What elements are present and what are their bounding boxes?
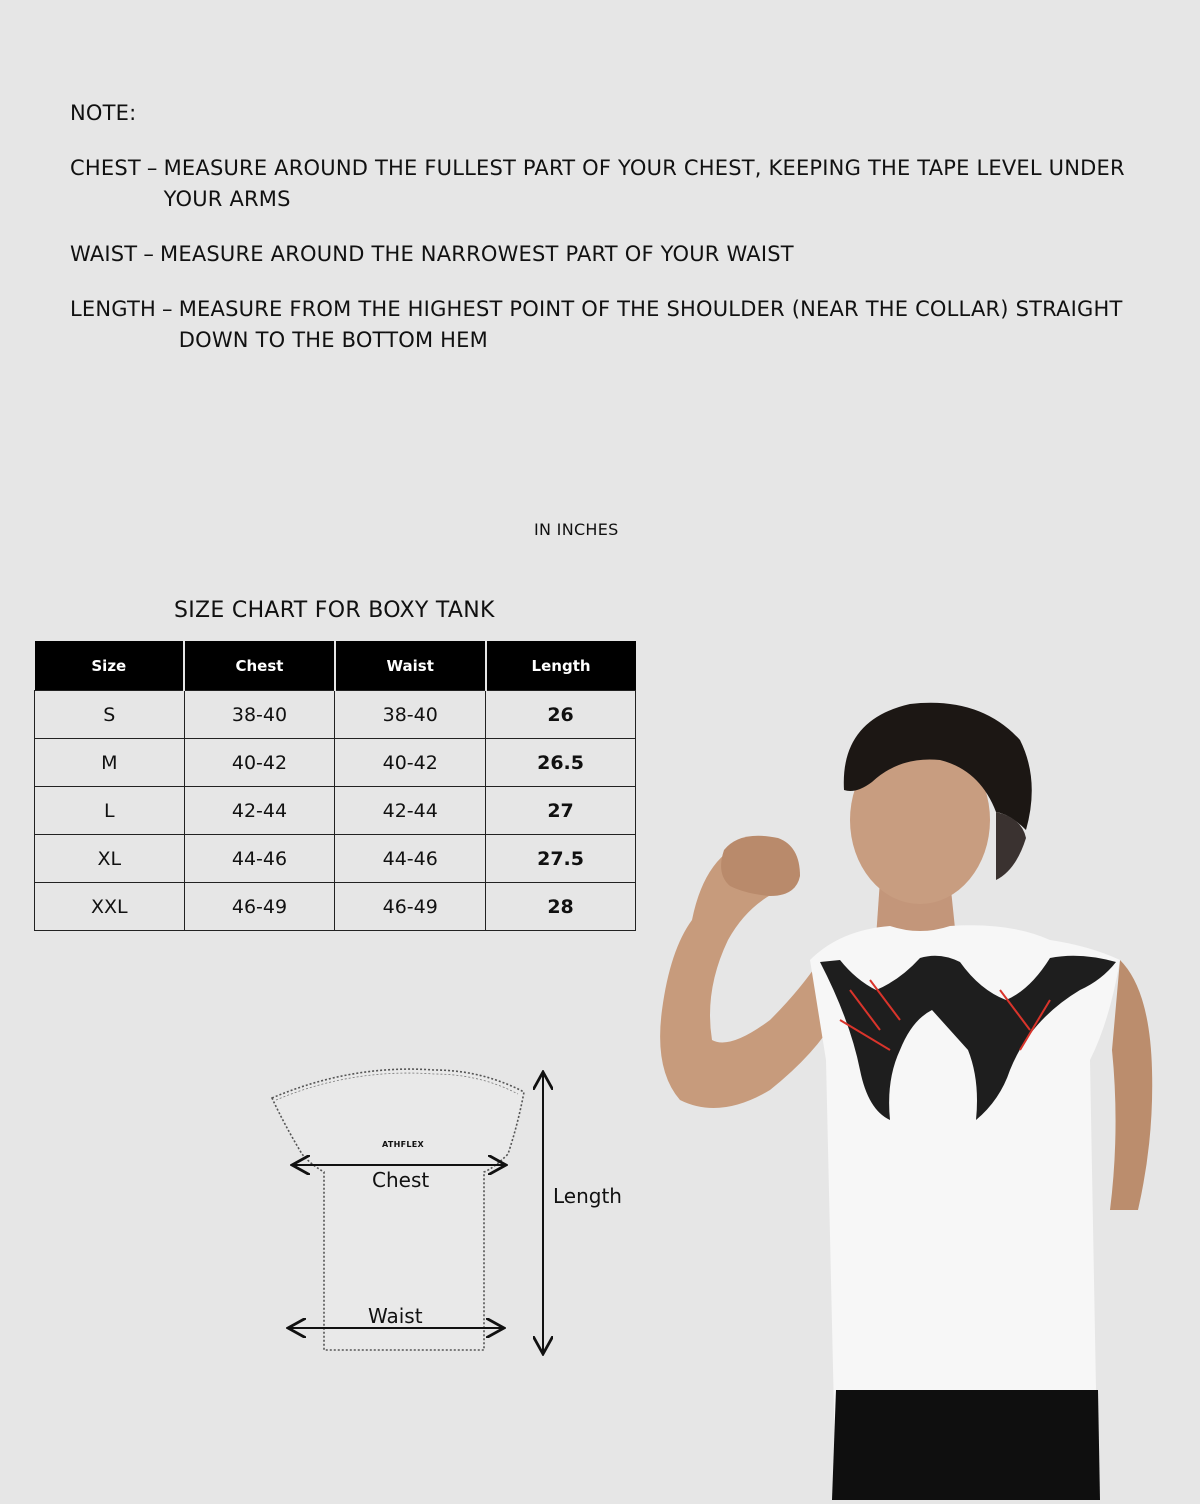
header-chest: Chest <box>184 641 335 691</box>
header-size: Size <box>35 641 185 691</box>
length-label: Length <box>553 1184 622 1208</box>
size-chart-table <box>34 641 636 931</box>
units-label: IN INCHES <box>534 520 619 539</box>
cell-size: S <box>35 691 185 739</box>
note-term: WAIST <box>70 242 138 266</box>
cell-size: M <box>35 739 185 787</box>
cell-chest: 38-40 <box>184 691 335 739</box>
header-length: Length <box>486 641 636 691</box>
cell-waist: 44-46 <box>335 835 486 883</box>
note-dash: – <box>162 297 173 321</box>
notes-heading: NOTE: <box>70 101 137 125</box>
tank-outline-illustration <box>262 1064 662 1364</box>
cell-chest: 46-49 <box>184 883 335 931</box>
model-photo <box>650 690 1200 1500</box>
table-row <box>35 787 636 835</box>
cell-length: 27.5 <box>486 835 636 883</box>
table-row <box>35 691 636 739</box>
note-length <box>70 294 1170 356</box>
cell-size: XXL <box>35 883 185 931</box>
cell-chest: 40-42 <box>184 739 335 787</box>
note-waist <box>70 239 1170 270</box>
cell-length: 28 <box>486 883 636 931</box>
measurement-notes <box>70 98 1170 380</box>
table-row <box>35 739 636 787</box>
cell-chest: 44-46 <box>184 835 335 883</box>
cell-length: 26 <box>486 691 636 739</box>
size-chart-title: SIZE CHART FOR BOXY TANK <box>174 598 495 623</box>
cell-length: 26.5 <box>486 739 636 787</box>
note-term: LENGTH <box>70 297 157 321</box>
cell-size: XL <box>35 835 185 883</box>
note-text: MEASURE AROUND THE NARROWEST PART OF YOUR WAIST <box>160 242 794 266</box>
cell-waist: 42-44 <box>335 787 486 835</box>
note-text: MEASURE FROM THE HIGHEST POINT OF THE SHOULDER (NEAR THE COLLAR) STRAIGHT DOWN TO THE BOTTOM HEM <box>178 297 1123 352</box>
chest-label: Chest <box>372 1168 430 1192</box>
table-header-row <box>35 641 636 691</box>
cell-size: L <box>35 787 185 835</box>
tank-measurement-diagram <box>262 1064 662 1364</box>
note-dash: – <box>146 156 158 180</box>
waist-label: Waist <box>368 1304 423 1328</box>
brand-mark: ATHFLEX <box>382 1140 425 1149</box>
note-chest <box>70 153 1170 215</box>
note-dash: – <box>143 242 155 266</box>
note-term: CHEST <box>70 156 141 180</box>
model-wearing-tank-illustration <box>650 690 1200 1500</box>
table-row <box>35 835 636 883</box>
cell-waist: 38-40 <box>335 691 486 739</box>
cell-waist: 46-49 <box>335 883 486 931</box>
cell-length: 27 <box>486 787 636 835</box>
table-row <box>35 883 636 931</box>
cell-chest: 42-44 <box>184 787 335 835</box>
header-waist: Waist <box>335 641 486 691</box>
cell-waist: 40-42 <box>335 739 486 787</box>
note-text: MEASURE AROUND THE FULLEST PART OF YOUR CHEST, KEEPING THE TAPE LEVEL UNDER YOUR ARMS <box>163 156 1125 211</box>
